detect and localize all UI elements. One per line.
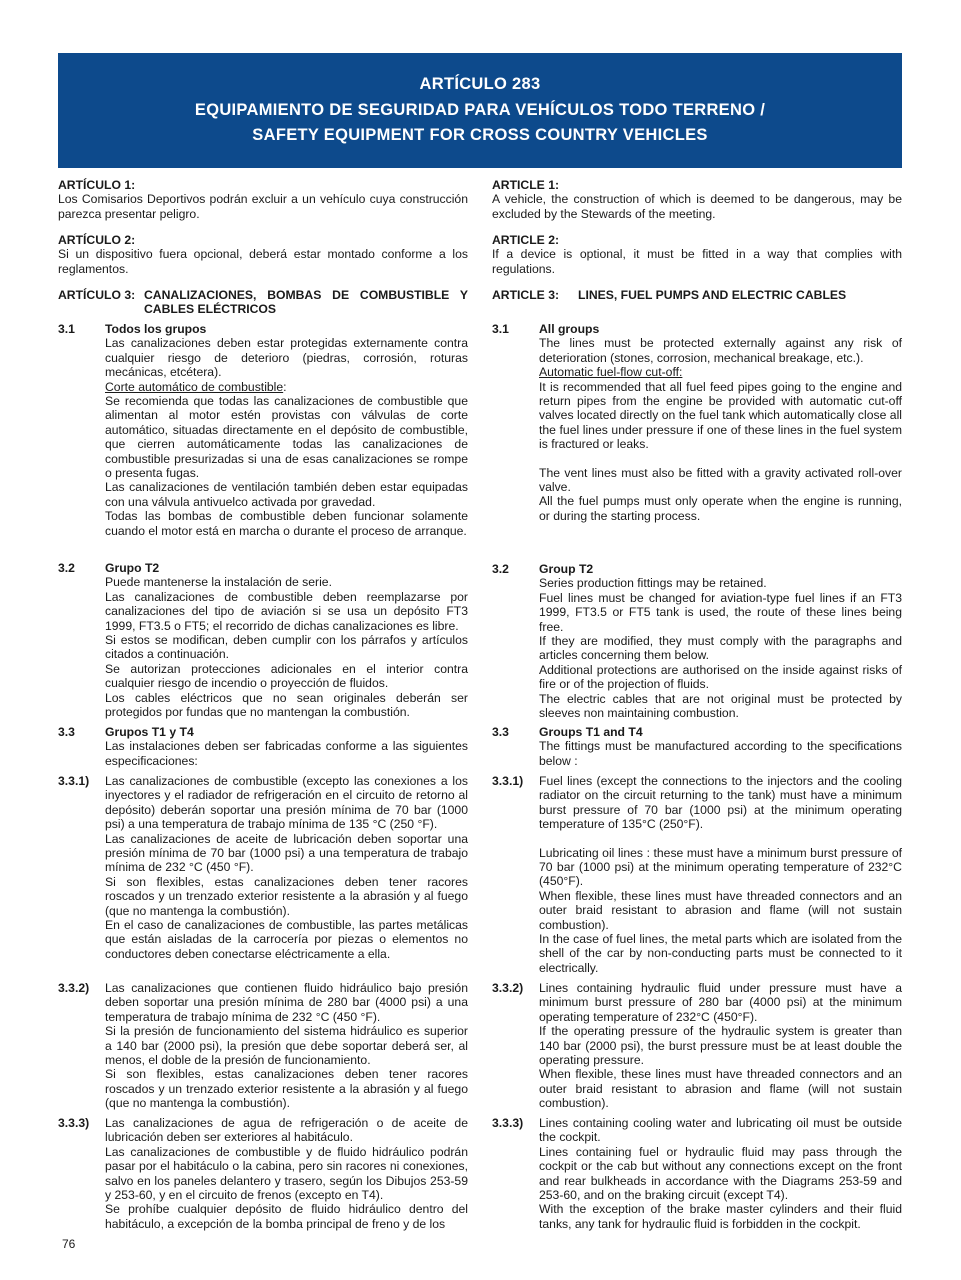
en-subheading: Automatic fuel-flow cut-off:: [539, 365, 683, 380]
paragraph: En el caso de canalizaciones de combustible, las partes metálicas que están aisladas de la carrocería por piezas o elementos no conductores deben conectarse eléctricamente a ella.: [105, 918, 468, 961]
paragraph: When flexible, these lines must have threaded connectors and an outer braid resistant to abrasion and flame (will not sustain combustion).: [539, 1067, 902, 1111]
es-subheading: Corte automático de combustible: [105, 379, 284, 394]
paragraph: Lines containing hydraulic fluid under pressure must have a minimum burst pressure of 280 bar (4000 psi) at the minimum operating temperature of 232°C (450°F).: [539, 981, 902, 1024]
es-section-3-1: 3.1 Todos los grupos Las canalizaciones deben estar protegidas externamente contra cualquier riesgo de deterioro (piedras, corrosión, roturas mecánicas, etcétera). Corte automático de combustible: Se recomienda que todas las canalizaciones de combustible que alimentan al motor estén provistas con válvulas de corte automático, situadas directamente en el depósito de combustible, que cierren automáticamente todas las canalizaciones de combustible presurizadas si una de esas canalizaciones se rompe o presenta fugas. Las canalizaciones de ventilación también deben estar equipadas con una válvula antivuelco activada por gravedad. Todas las bombas de combustible deben funcionar solamente cuando el motor está en marcha o durante el proceso de arranque.: [58, 322, 468, 538]
paragraph: When flexible, these lines must have threaded connectors and an outer braid resistant to abrasion and flame (will not sustain combustion).: [539, 888, 902, 932]
en-section-title: Group T2: [539, 562, 594, 576]
title-spanish: EQUIPAMIENTO DE SEGURIDAD PARA VEHÍCULOS TODO TERRENO /: [194, 101, 766, 119]
page-number: 76: [62, 1237, 76, 1251]
paragraph: Las canalizaciones de agua de refrigeración o de aceite de lubricación deben ser exteriores al habitáculo.: [105, 1116, 468, 1145]
en-section-number: 3.3: [492, 725, 509, 739]
es-section-title: Todos los grupos: [105, 322, 207, 336]
paragraph: It is recommended that all fuel feed pipes going to the engine and return pipes from the engine be provided with automatic cut-off valves located directly on the fuel tank which automatically close all the fuel lines under pressure if one of these lines in the fuel system is fractured or leaks.: [539, 379, 902, 452]
title-english: SAFETY EQUIPMENT FOR CROSS COUNTRY VEHICLES: [252, 126, 708, 144]
paragraph: All the fuel pumps must only operate when the engine is running, or during the starting process.: [539, 494, 902, 523]
paragraph: Las canalizaciones que contienen fluido hidráulico bajo presión deben soportar una presión mínima de 280 bar (4000 psi) a una temperatura de trabajo mínima de 232 °C (450 °F).: [105, 981, 468, 1024]
paragraph: Los cables eléctricos que no sean originales deberán ser protegidos por fundas que no mantengan la combustión.: [105, 690, 468, 720]
es-section-3-3-1: [58, 774, 468, 961]
es-section-number: 3.1: [58, 322, 75, 336]
en-article-1-title: ARTICLE 1:: [492, 178, 560, 192]
paragraph: Lines containing fuel or hydraulic fluid may pass through the cockpit or the cab but without any connections except on the front and rear bulkheads in accordance with the Diagrams 253-59 and 253-60, and on the braking circuit (except T4).: [539, 1144, 902, 1203]
paragraph: Puede mantenerse la instalación de serie.: [105, 575, 332, 590]
en-section-number: 3.3.2): [492, 981, 524, 995]
paragraph: Fuel lines (except the connections to the injectors and the cooling radiator on the circuit returning to the tank) must have a minimum burst pressure of 70 bar (1000 psi) at the minimum operating temperature of 135°C (250°F).: [539, 774, 902, 832]
es-section-3-2: [58, 561, 468, 719]
es-article-2-title: ARTÍCULO 2:: [58, 233, 136, 247]
paragraph: Las canalizaciones de aceite de lubricación deben soportar una presión mínima de 70 bar (1000 psi) a una temperatura de trabajo mínima de 232 °C (450 °F).: [105, 831, 468, 875]
paragraph: Las canalizaciones de combustible (excepto las conexiones a los inyectores y el radiador de refrigeración en el circuito de retorno al depósito) deberán soportar una presión mínima de 70 bar (1000 psi) a una temperatura de trabajo mínima de 135 °C (250 °F).: [105, 774, 468, 832]
es-section-number: 3.3.3): [58, 1116, 90, 1130]
paragraph: Lubricating oil lines : these must have a minimum burst pressure of 70 bar (1000 psi) at the minimum operating temperature of 232°C (450°F).: [539, 845, 902, 889]
es-article-3-title: CANALIZACIONES, BOMBAS DE COMBUSTIBLE Y CABLES ELÉCTRICOS: [144, 288, 468, 317]
paragraph: In the case of fuel lines, the metal parts which are isolated from the shell of the car by non-conducting parts must be connected to it electrically.: [539, 932, 902, 975]
en-section-number: 3.3.3): [492, 1116, 524, 1130]
en-section-3-1: [492, 322, 902, 523]
es-article-2-text: Si un dispositivo fuera opcional, deberá estar montado conforme a los reglamentos.: [58, 247, 468, 276]
en-section-3-3: [492, 725, 902, 768]
es-section-number: 3.3.2): [58, 981, 90, 995]
es-article-3-heading: [58, 288, 468, 317]
paragraph: With the exception of the brake master cylinders and their fluid tanks, any tank for hydraulic fluid is forbidden in the cockpit.: [539, 1202, 902, 1231]
es-section-number: 3.3.1): [58, 774, 90, 788]
en-article-3-heading: [492, 288, 902, 302]
en-section-3-2: [492, 562, 902, 720]
es-article-1: [58, 178, 468, 221]
paragraph: Fuel lines must be changed for aviation-type fuel lines if an FT3 1999, FT3.5 or FT5 tank is used, the route of these lines being free.: [539, 590, 902, 634]
en-section-number: 3.3.1): [492, 774, 524, 788]
en-article-1-text: A vehicle, the construction of which is deemed to be dangerous, may be excluded by the Stewards of the meeting.: [492, 192, 902, 221]
paragraph: The vent lines must also be fitted with a gravity activated roll-over valve.: [539, 465, 902, 495]
en-article-1: [492, 178, 902, 221]
en-section-number: 3.2: [492, 562, 509, 576]
paragraph: Las canalizaciones de combustible deben reemplazarse por canalizaciones del tipo de aviación si se usa un depósito FT3 1999, FT3.5 o FT5; el recorrido de dichas canalizaciones es libre.: [105, 589, 468, 633]
en-section-title: Groups T1 and T4: [539, 725, 643, 739]
paragraph: Lines containing cooling water and lubricating oil must be outside the cockpit.: [539, 1116, 902, 1145]
en-article-2: [492, 233, 902, 276]
paragraph: Las canalizaciones de combustible y de fluido hidráulico podrán pasar por el habitáculo o la cabina, pero sin racores ni conexiones, salvo en los paneles delantero y trasero, según los Dibujos 253-59 y 253-60, y en el circuito de frenos (excepto en T4).: [105, 1144, 468, 1203]
paragraph: If they are modified, they must comply with the paragraphs and articles concerning them below.: [539, 634, 902, 663]
es-section-3-3-2: [58, 981, 468, 1111]
es-section-number: 3.3: [58, 725, 75, 739]
en-article-3-title: LINES, FUEL PUMPS AND ELECTRIC CABLES: [578, 288, 847, 302]
en-section-number: 3.1: [492, 322, 509, 336]
en-section-3-3-3: [492, 1116, 902, 1231]
en-section-3-3-1: [492, 774, 902, 975]
es-section-title: Grupos T1 y T4: [105, 725, 194, 739]
es-section-title: Grupo T2: [105, 561, 160, 575]
paragraph: Las canalizaciones de ventilación también deben estar equipadas con una válvula antivuelco activada por gravedad.: [105, 480, 468, 509]
paragraph: Las instalaciones deben ser fabricadas conforme a las siguientes especificaciones:: [105, 739, 468, 768]
article-header-banner: [58, 53, 902, 168]
en-section-title: All groups: [539, 322, 600, 336]
paragraph: The lines must be protected externally against any risk of deterioration (stones, corrosion, mechanical breakage, etc.).: [539, 336, 902, 365]
article-number: ARTÍCULO 283: [419, 75, 541, 93]
en-article-3-label: ARTICLE 3:: [492, 288, 560, 302]
es-article-1-text: Los Comisarios Deportivos podrán excluir a un vehículo cuya construcción parezca presentar peligro.: [58, 192, 468, 221]
paragraph: Si la presión de funcionamiento del sistema hidráulico es superior a 140 bar (2000 psi), la presión que debe soportar deberá ser, al menos, el doble de la presión de funcionamiento.: [105, 1024, 468, 1068]
paragraph: The fittings must be manufactured according to the specifications below :: [539, 739, 902, 768]
en-article-2-text: If a device is optional, it must be fitted in a way that complies with regulations.: [492, 247, 902, 276]
en-section-3-3-2: [492, 981, 902, 1111]
es-article-1-title: ARTÍCULO 1:: [58, 178, 136, 192]
es-section-3-3: [58, 725, 468, 768]
en-article-2-title: ARTICLE 2:: [492, 233, 560, 247]
es-article-3-label: ARTÍCULO 3:: [58, 288, 136, 302]
paragraph: The electric cables that are not original must be protected by sleeves non maintaining combustion.: [539, 691, 902, 721]
paragraph: If the operating pressure of the hydraulic system is greater than 140 bar (2000 psi), the burst pressure must be at least double the operating pressure.: [539, 1024, 902, 1068]
paragraph: Si estos se modifican, deben cumplir con los párrafos y artículos citados a continuación.: [105, 633, 468, 662]
paragraph: Se prohíbe cualquier depósito de fluido hidráulico dentro del habitáculo, a excepción de la bomba principal de freno y de los: [105, 1202, 468, 1231]
paragraph: Se autorizan protecciones adicionales en el interior contra cualquier riesgo de incendio o proyección de fluidos.: [105, 661, 468, 691]
paragraph: Se recomienda que todas las canalizaciones de combustible que alimentan al motor estén provistas con válvulas de corte automático, situadas directamente en el depósito de combustible, que cierren automáticamente todas las canalizaciones de combustible presurizadas si una de esas canalizaciones se rompe o presenta fugas.: [105, 394, 468, 481]
es-section-number: 3.2: [58, 561, 75, 575]
paragraph: Additional protections are authorised on the inside against risks of fire or of the projection of fluids.: [539, 662, 902, 692]
es-article-2: [58, 233, 468, 276]
paragraph: Las canalizaciones deben estar protegidas externamente contra cualquier riesgo de deterioro (piedras, corrosión, roturas mecánicas, etcétera).: [105, 336, 468, 380]
paragraph: Si son flexibles, estas canalizaciones deben tener racores roscados y un trenzado exterior resistente a la abrasión y al fuego (que no mantenga la combustión).: [105, 1067, 468, 1111]
paragraph: Todas las bombas de combustible deben funcionar solamente cuando el motor está en marcha o durante el proceso de arranque.: [105, 509, 468, 538]
paragraph: Si son flexibles, estas canalizaciones deben tener racores roscados y un trenzado exterior resistente a la abrasión y al fuego (que no mantenga la combustión).: [105, 874, 468, 918]
paragraph: Series production fittings may be retained.: [539, 576, 767, 591]
es-section-3-3-3: [58, 1116, 468, 1231]
